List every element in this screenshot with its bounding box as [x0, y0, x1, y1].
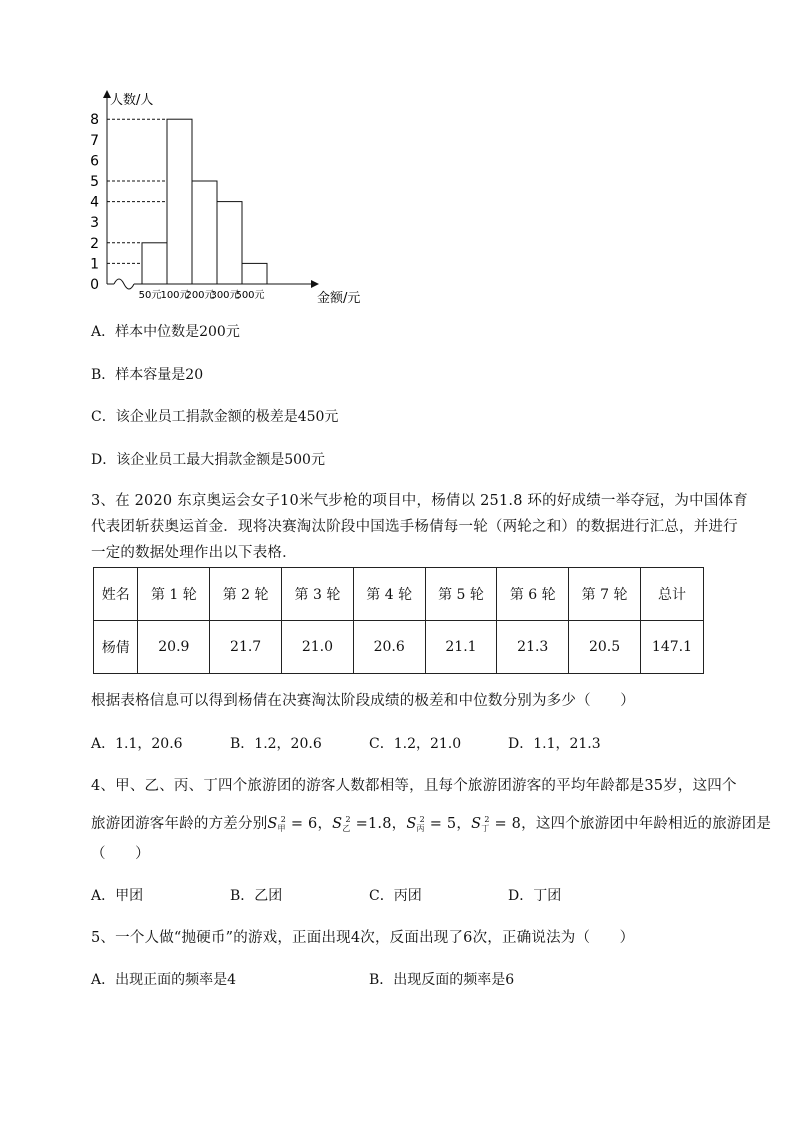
- table-header-cell: 总计: [640, 568, 703, 621]
- score-table: [93, 567, 704, 674]
- y-tick-label: 3: [90, 215, 99, 232]
- q3-option-c[interactable]: C．1.2，21.0: [369, 736, 462, 752]
- variance-subscript: 丙: [416, 824, 425, 833]
- table-cell: 147.1: [640, 621, 703, 674]
- q4-text-line3: （ ）: [91, 846, 150, 862]
- x-tick-label: 500元: [235, 290, 265, 301]
- table-cell: 20.9: [138, 621, 210, 674]
- histogram-bar: [217, 202, 242, 284]
- table-cell: 20.6: [353, 621, 425, 674]
- y-tick-label: 5: [90, 174, 99, 190]
- x-tick-label: 300元: [210, 290, 240, 301]
- table-header-cell: 第 5 轮: [425, 568, 497, 621]
- table-header-cell: 第 2 轮: [210, 568, 282, 621]
- q4-text-suffix: ，这四个旅游团中年龄相近的旅游团是: [521, 816, 772, 832]
- histogram-bar: [192, 181, 217, 284]
- variance-subscript: 丁: [481, 824, 490, 833]
- q4-option-d[interactable]: D．丁团: [508, 888, 562, 904]
- q4-option-c[interactable]: C．丙团: [369, 888, 422, 904]
- variance-symbol: S: [267, 816, 278, 832]
- variance-symbol: S: [406, 816, 417, 832]
- q3-text-line2: 代表团斩获奥运首金．现将决赛淘汰阶段中国选手杨倩每一轮（两轮之和）的数据进行汇总，并进行: [91, 519, 738, 535]
- q4-text-line2: [91, 810, 771, 839]
- separator: ，: [391, 816, 407, 832]
- q4-text-prefix: 旅游团游客年龄的方差分别: [91, 816, 268, 832]
- table-cell: 21.7: [210, 621, 282, 674]
- table-cell: 杨倩: [94, 621, 138, 674]
- q2-option-c[interactable]: C．该企业员工捐款金额的极差是450元: [91, 409, 339, 425]
- variance-superscript: 2: [484, 815, 490, 824]
- variance-value: =1.8: [350, 816, 392, 832]
- q3-option-b[interactable]: B．1.2，20.6: [230, 736, 322, 752]
- table-header-cell: 第 3 轮: [282, 568, 354, 621]
- variance-subscript: 乙: [342, 824, 351, 833]
- q3-option-d[interactable]: D．1.1，21.3: [508, 736, 601, 752]
- y-tick-label: 0: [90, 277, 99, 293]
- q3-text-line1: 3、在 2020 东京奥运会女子10米气步枪的项目中，杨倩以 251.8 环的好成绩一举夺冠，为中国体育: [91, 493, 748, 509]
- y-tick-label: 7: [90, 132, 99, 149]
- table-cell: 21.1: [425, 621, 497, 674]
- q2-option-b[interactable]: B．样本容量是20: [91, 367, 204, 383]
- variance-superscript: 2: [419, 815, 425, 824]
- x-tick-label: 50元: [138, 290, 162, 301]
- variance-superscript: 2: [280, 815, 287, 824]
- table-header-cell: 第 4 轮: [353, 568, 425, 621]
- y-tick-label: 6: [90, 153, 99, 170]
- variance-symbol: S: [332, 816, 343, 832]
- separator: ，: [456, 816, 472, 832]
- q5-option-b[interactable]: B．出现反面的频率是6: [369, 972, 515, 988]
- table-header-cell: 姓名: [94, 568, 138, 621]
- x-axis-label: 金额/元: [317, 291, 361, 306]
- table-row: [94, 621, 704, 674]
- y-tick-label: 8: [90, 112, 99, 129]
- histogram-bar: [242, 263, 267, 284]
- x-tick-label: 200元: [185, 290, 215, 301]
- table-header-cell: 第 1 轮: [138, 568, 210, 621]
- table-cell: 20.5: [569, 621, 641, 674]
- variance-value: = 8: [489, 816, 522, 832]
- q5-text-line1: 5、一个人做“抛硬币”的游戏，正面出现4次，反面出现了6次，正确说法为（ ）: [91, 930, 635, 946]
- histogram-bar: [142, 243, 167, 284]
- table-cell: 21.3: [497, 621, 569, 674]
- q3-question: 根据表格信息可以得到杨倩在决赛淘汰阶段成绩的极差和中位数分别为多少（ ）: [91, 693, 635, 709]
- y-tick-label: 1: [90, 256, 99, 273]
- q2-option-d[interactable]: D．该企业员工最大捐款金额是500元: [91, 452, 325, 468]
- q3-text-line3: 一定的数据处理作出以下表格．: [91, 545, 297, 561]
- q4-option-a[interactable]: A．甲团: [91, 888, 144, 904]
- q4-option-b[interactable]: B．乙团: [230, 888, 283, 904]
- q4-text-line1: 4、甲、乙、丙、丁四个旅游团的游客人数都相等，且每个旅游团游客的平均年龄都是35岁，这四个: [91, 778, 737, 794]
- variance-superscript: 2: [345, 815, 351, 824]
- table-header-cell: 第 7 轮: [569, 568, 641, 621]
- table-cell: 21.0: [282, 621, 354, 674]
- x-tick-label: 100元: [160, 290, 190, 301]
- histogram-bar: [167, 119, 192, 284]
- axis-break-mark: [114, 279, 134, 289]
- q3-option-a[interactable]: A．1.1，20.6: [91, 736, 183, 752]
- table-header-row: [94, 568, 704, 621]
- table-header-cell: 第 6 轮: [497, 568, 569, 621]
- variance-subscript: 甲: [277, 824, 286, 833]
- y-tick-label: 4: [90, 194, 99, 211]
- variance-symbol: S: [471, 816, 482, 832]
- donation-histogram: [80, 88, 380, 313]
- q2-option-a[interactable]: A．样本中位数是200元: [91, 324, 240, 340]
- q5-option-a[interactable]: A．出现正面的频率是4: [91, 972, 237, 988]
- variance-value: = 6: [286, 816, 318, 832]
- y-tick-label: 2: [90, 235, 99, 252]
- y-axis-label: 人数/人: [110, 93, 154, 108]
- separator: ，: [317, 816, 333, 832]
- variance-value: = 5: [424, 816, 457, 832]
